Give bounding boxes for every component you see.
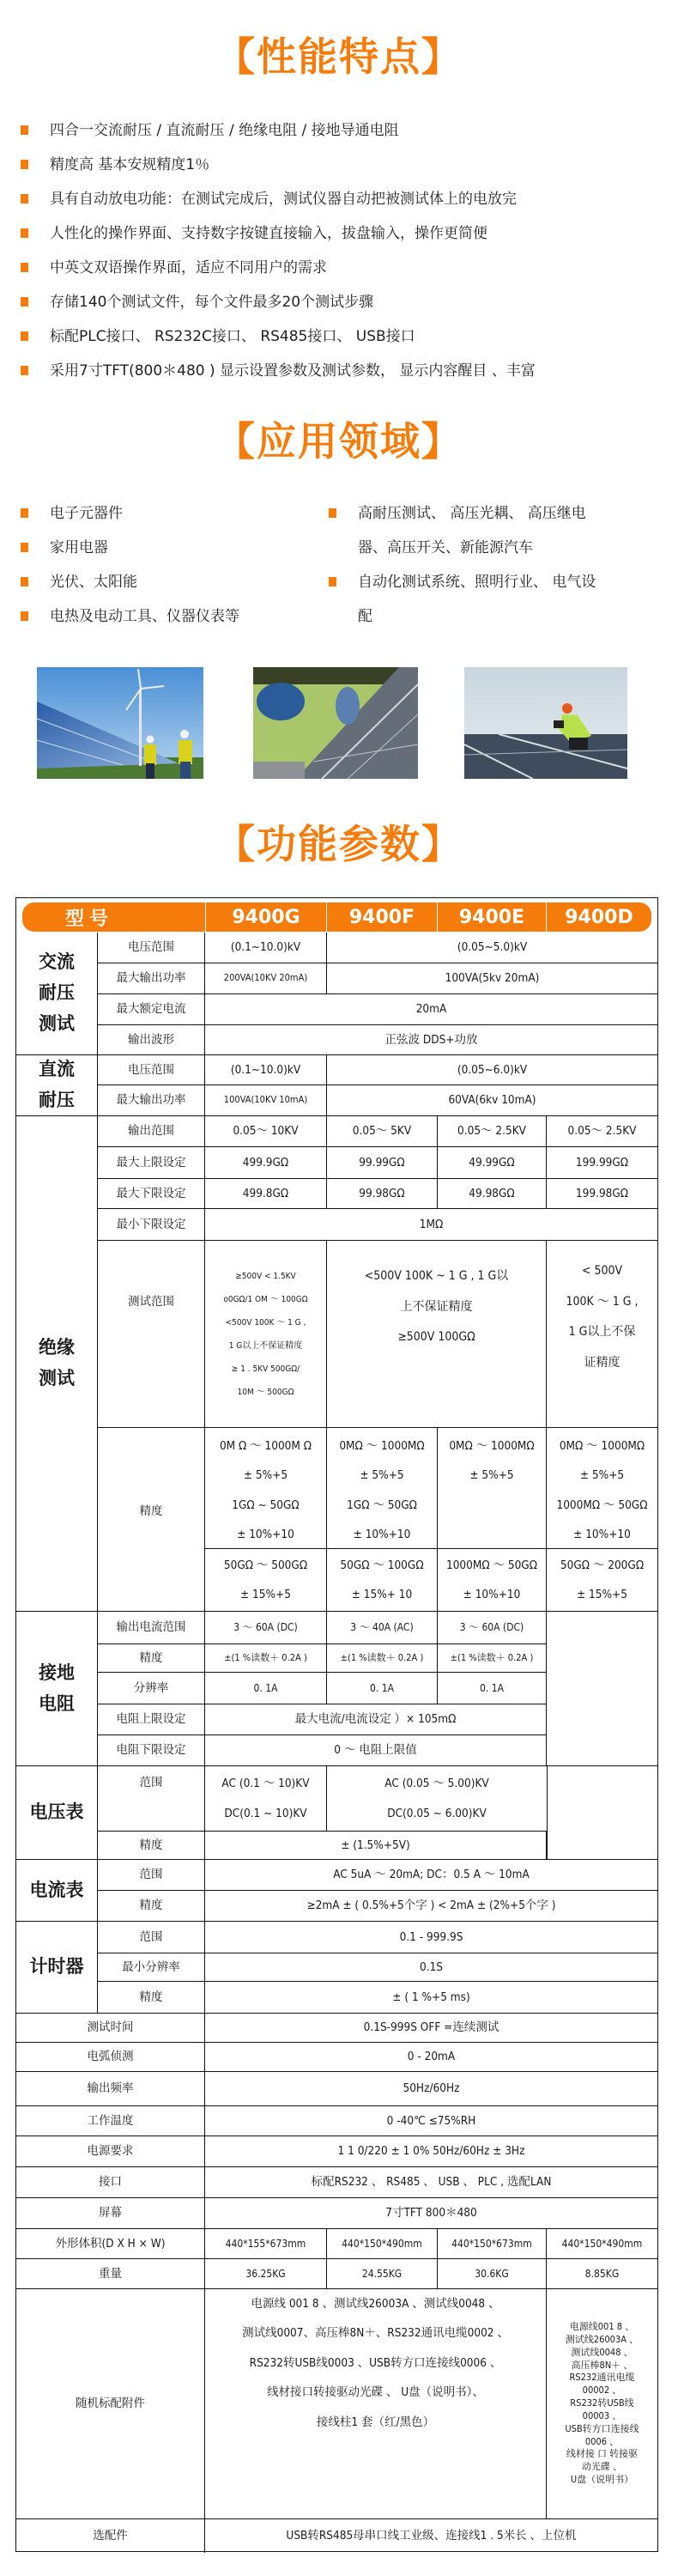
value-ir-min-lower: 1MΩ (205, 1209, 657, 1241)
feature-item: 采用7寸TFT(800＊480 ) 显示设置参数及测试参数， 显示内容醒目 、丰富 (17, 354, 536, 388)
label-general-4: 电源要求 (16, 2136, 205, 2167)
value-ir-max-lower-f: 99.98GΩ (327, 1179, 438, 1209)
value-ir-accuracy-upper-g-line: ± 5%+5 (243, 1468, 288, 1483)
value-ground-lower: 0 ～ 电阻上限值 (205, 1735, 547, 1766)
value-general-6: 7寸TFT 800＊480 (205, 2198, 657, 2229)
value-ground-current-range-g: 3 ～ 60A (DC) (205, 1612, 327, 1644)
value-optional: USB转RS485母串口线工业级、连接线1 . 5米长 、上位机 (286, 2529, 577, 2543)
value-ac-max-current: 20mA (205, 994, 657, 1025)
value-ground-current-range-e: 3 ～ 60A (DC) (438, 1612, 547, 1644)
value-accessories-d-line: U盘（说明书） (570, 2474, 634, 2486)
value-ir-accuracy-upper-g-line: ± 10%+10 (237, 1528, 294, 1542)
label-ground-accuracy: 精度 (98, 1644, 205, 1673)
group-ammeter-line: 电流表 (29, 1879, 84, 1900)
value-ir-test-range-g-line: ≥ 1 . 5KV 500GΩ/ (231, 1364, 300, 1374)
value-ac-voltage-range-g: (0.1~10.0)kV (205, 933, 327, 963)
value-ir-accuracy-lower-d-line: ± 15%+5 (577, 1588, 627, 1601)
group-ac-withstand-line: 测试 (39, 1012, 75, 1034)
value-dimensions-g: 440*155*673mm (205, 2229, 327, 2259)
photo-gloved-hands-solar-panel (253, 667, 418, 779)
feature-item: 精度高 基本安规精度1％ (17, 148, 536, 182)
value-ir-test-range-d-line: 证精度 (584, 1356, 620, 1370)
value-general-0: 0.1S-999S OFF =连续测试 (205, 2014, 657, 2043)
label-timer-resolution: 最小分辨率 (98, 1953, 205, 1982)
photo-solar-field-wind-turbine (37, 667, 203, 779)
bullet-square-icon (21, 508, 28, 518)
group-dc-withstand-line: 直流 (39, 1059, 75, 1080)
group-ammeter (16, 1860, 98, 1922)
header-model-9400e: 9400E (438, 902, 547, 932)
value-ir-accuracy-lower-d-line: 50GΩ ～ 200GΩ (560, 1558, 645, 1572)
label-ir-test-range: 测试范围 (98, 1241, 205, 1428)
value-ammeter-accuracy: ≥2mA ± ( 0.5%+5个字 ) < 2mA ± (2%+5个字 ) (205, 1891, 657, 1922)
value-ground-resolution-e: 0. 1A (438, 1673, 547, 1704)
value-accessories-gfe-line: 接线柱1 套（红/黑色） (316, 2415, 435, 2429)
bullet-square-icon (21, 194, 28, 204)
bullet-square-icon (21, 611, 28, 621)
bullet-square-icon (329, 577, 336, 586)
feature-item: 四合一交流耐压 / 直流耐压 / 绝缘电阻 / 接地导通电阻 (17, 113, 536, 148)
value-accessories-d-line: 00002 、 (582, 2385, 622, 2397)
value-accessories-d-line: 0006 、 (584, 2435, 620, 2447)
value-ir-accuracy-upper-d (547, 1428, 657, 1549)
value-voltmeter-range-g (205, 1766, 327, 1832)
label-dc-max-power: 最大输出功率 (98, 1085, 205, 1116)
value-accessories-d-line: 测试线26003A 、 (565, 2333, 639, 2345)
label-ac-waveform: 输出波形 (98, 1025, 205, 1055)
bullet-square-icon (21, 160, 28, 169)
value-ir-output-range-g: 0.05～ 10KV (205, 1116, 327, 1147)
group-ground-resistance-line: 电阻 (39, 1692, 75, 1714)
applications-right-list (325, 496, 596, 634)
label-dc-voltage-range: 电压范围 (98, 1055, 205, 1085)
group-ac-withstand-line: 交流 (39, 951, 75, 973)
feature-item: 人性化的操作界面、支持数字按键直接输入，拔盘输入，操作更简便 (17, 216, 536, 251)
bullet-square-icon (21, 331, 28, 341)
value-accessories-d-line: 动光碟 、 (581, 2461, 623, 2473)
value-ground-current-range-f: 3 ～ 40A (AC) (327, 1612, 438, 1644)
value-weight-g: 36.25KG (205, 2259, 327, 2289)
bullet-square-icon (329, 508, 336, 518)
header-model-9400g: 9400G (206, 902, 327, 932)
label-general-5: 接口 (16, 2167, 205, 2198)
label-ir-accuracy: 精度 (98, 1428, 205, 1612)
value-ir-max-upper-d: 199.99GΩ (547, 1147, 657, 1179)
value-ir-accuracy-lower-g-line: 50GΩ ～ 500GΩ (223, 1558, 308, 1572)
value-accessories-d-line: RS232转USB线 (570, 2397, 634, 2409)
value-accessories-d (547, 2289, 657, 2519)
value-ir-test-range-fe (327, 1241, 547, 1428)
label-timer-accuracy: 精度 (98, 1982, 205, 2014)
value-ir-accuracy-lower-f-line: ± 15%+ 10 (351, 1588, 413, 1601)
value-ir-test-range-g-line: 1 G以上不保证精度 (228, 1340, 303, 1351)
value-ground-resolution-g: 0. 1A (205, 1673, 327, 1704)
empty-voltmeter-9400d (547, 1766, 657, 1860)
value-ground-resolution-f: 0. 1A (327, 1673, 438, 1704)
value-timer-resolution: 0.1S (205, 1953, 657, 1982)
application-item: 家用电器 (17, 531, 239, 565)
bullet-square-icon (21, 366, 28, 375)
value-voltmeter-range-fe (327, 1766, 547, 1832)
value-ir-accuracy-lower-f (327, 1549, 438, 1612)
value-voltmeter-range-fe-line: AC (0.05 ～ 5.00)KV (384, 1777, 489, 1791)
value-ammeter-range: AC 5uA ～ 20mA; DC：0.5 A ～ 10mA (205, 1860, 657, 1891)
value-ir-test-range-d-line: 100K ～ 1 G , (566, 1294, 639, 1309)
value-ir-test-range-d (547, 1241, 657, 1428)
label-ac-max-current: 最大额定电流 (98, 994, 205, 1025)
header-model-label: 型号 (22, 902, 206, 932)
label-optional: 选配件 (16, 2519, 205, 2553)
value-ground-accuracy-g: ±(1 %读数＋ 0.2A ) (205, 1644, 327, 1673)
value-ir-accuracy-upper-f-line: ± 5%+5 (360, 1468, 404, 1483)
value-voltmeter-accuracy: ± (1.5%+5V) (205, 1832, 547, 1860)
label-dimensions: 外形体积(D X H × W) (16, 2229, 205, 2259)
application-item: 自动化测试系统、照明行业、 电气设 (325, 565, 596, 599)
value-timer-range: 0.1 - 999.9S (205, 1922, 657, 1953)
group-timer-line: 计时器 (29, 1956, 84, 1978)
value-accessories-gfe-line: 测试线0007、高压棒8N＋、RS232通讯电缆0002 、 (242, 2326, 509, 2341)
value-ir-test-range-g-line: o0GΩ/1 OM ～ 100GΩ (223, 1294, 308, 1304)
value-ir-test-range-fe-line: ≥500V 100GΩ (397, 1330, 475, 1345)
value-ir-accuracy-lower-e-line: ± 10%+10 (463, 1588, 521, 1601)
value-ir-max-upper-e: 49.99GΩ (438, 1147, 547, 1179)
photo-worker-inspecting-solar-roof (464, 667, 627, 779)
value-ir-accuracy-lower-d (547, 1549, 657, 1612)
group-ground-resistance-line: 接地 (39, 1662, 75, 1683)
application-item: 高耐压测试、 高压光耦、 高压继电 (325, 496, 596, 531)
value-timer-accuracy: ± ( 1 %+5 ms) (205, 1982, 657, 2014)
value-ir-test-range-fe-line: 上不保证精度 (400, 1299, 473, 1314)
value-accessories-d-line: USB转方口连接线 (565, 2422, 639, 2434)
value-ir-max-lower-d: 199.98GΩ (547, 1179, 657, 1209)
label-ground-upper: 电阻上限设定 (98, 1704, 205, 1735)
application-item: 光伏、太阳能 (17, 565, 239, 599)
value-ir-accuracy-upper-f-line: 0MΩ ～ 1000MΩ (339, 1439, 425, 1453)
value-accessories-d-line: 高压棒8N＋ 、 (571, 2359, 633, 2371)
value-ir-accuracy-upper-d-line: ± 10%+10 (573, 1528, 631, 1542)
label-ir-max-lower: 最大下限设定 (98, 1179, 205, 1209)
value-ac-max-power-g: 200VA(10KV 20mA) (205, 963, 327, 994)
value-dc-voltage-range-g: (0.1~10.0)kV (205, 1055, 327, 1085)
application-item-continued: 配 (358, 608, 372, 625)
feature-item: 标配PLC接口、 RS232C接口、 RS485接口、 USB接口 (17, 319, 536, 354)
label-ir-min-lower: 最小下限设定 (98, 1209, 205, 1241)
bullet-square-icon (21, 297, 28, 307)
value-ground-upper: 最大电流/电流设定 ）× 105mΩ (205, 1704, 547, 1735)
label-ammeter-range: 范围 (98, 1860, 205, 1891)
value-ir-max-lower-g: 499.8GΩ (205, 1179, 327, 1209)
applications-title: 【应用领域】 (215, 418, 463, 465)
value-ir-accuracy-lower-e-line: 1000MΩ ～ 50GΩ (445, 1558, 538, 1572)
value-dc-max-power-g: 100VA(10KV 10mA) (205, 1085, 327, 1116)
features-list (17, 113, 536, 388)
features-title: 【性能特点】 (215, 33, 463, 80)
label-general-0: 测试时间 (16, 2014, 205, 2043)
value-general-2: 50Hz/60Hz (205, 2072, 657, 2106)
group-ac-withstand (16, 933, 98, 1055)
value-voltmeter-range-g-line: AC (0.1 ～ 10)KV (221, 1777, 310, 1791)
value-accessories-d-line: RS232通讯电缆 (569, 2372, 635, 2384)
group-timer (16, 1922, 98, 2014)
value-ir-accuracy-upper-e-line: 0MΩ ～ 1000MΩ (449, 1439, 535, 1453)
value-general-3: 0 -40℃ ≤75%RH (205, 2106, 657, 2136)
value-ir-accuracy-upper-g-line: 1GΩ ~ 50GΩ (232, 1498, 300, 1512)
value-ir-output-range-e: 0.05～ 2.5KV (438, 1116, 547, 1147)
applications-left-list (17, 496, 239, 634)
feature-item: 存储140个测试文件，每个文件最多20个测试步骤 (17, 285, 536, 319)
group-voltmeter-line: 电压表 (29, 1801, 84, 1823)
group-insulation-line: 测试 (39, 1368, 75, 1388)
application-item: 电子元器件 (17, 496, 239, 531)
label-voltmeter-range: 范围 (98, 1766, 205, 1832)
value-accessories-gfe-line: 电源线 001 8 、测试线26003A 、测试线0048 、 (251, 2297, 500, 2311)
value-ac-voltage-range-fed: (0.05~5.0)kV (327, 933, 657, 963)
value-ir-max-lower-e: 49.98GΩ (438, 1179, 547, 1209)
label-accessories: 随机标配附件 (16, 2289, 205, 2519)
value-ir-accuracy-upper-f-line: 1GΩ ～ 50GΩ (347, 1498, 417, 1512)
label-ground-lower: 电阻下限设定 (98, 1735, 205, 1766)
bullet-square-icon (21, 125, 28, 135)
value-general-4: 1 1 0/220 ± 1 0% 50Hz/60Hz ± 3Hz (205, 2136, 657, 2167)
bullet-square-icon (21, 543, 28, 552)
label-ir-output-range: 输出范围 (98, 1116, 205, 1147)
label-weight: 重量 (16, 2259, 205, 2289)
value-ir-accuracy-upper-e-line: ± 5%+5 (469, 1468, 514, 1483)
value-ir-output-range-f: 0.05～ 5KV (327, 1116, 438, 1147)
value-accessories-gfe-line: 线材接口转接驱动光碟 、 U盘（说明书）、 (267, 2385, 484, 2400)
value-general-1: 0 - 20mA (205, 2043, 657, 2072)
value-ground-accuracy-f: ±(1 %读数＋ 0.2A ) (327, 1644, 438, 1673)
value-dimensions-d: 440*150*490mm (547, 2229, 657, 2259)
value-ir-test-range-fe-line: <500V 100K ~ 1 G , 1 G以 (364, 1269, 509, 1283)
value-ir-max-upper-g: 499.9GΩ (205, 1147, 327, 1179)
value-weight-d: 8.85KG (547, 2259, 657, 2289)
group-ac-withstand-line: 耐压 (39, 982, 75, 1004)
label-timer-range: 范围 (98, 1922, 205, 1953)
label-ac-voltage-range: 电压范围 (98, 933, 205, 963)
label-ground-resolution: 分辨率 (98, 1673, 205, 1704)
value-weight-e: 30.6KG (438, 2259, 547, 2289)
value-ir-accuracy-lower-f-line: 50GΩ ～ 100GΩ (340, 1558, 424, 1572)
empty-ground-9400d (547, 1612, 657, 1766)
value-ir-test-range-g-line: 10M ～ 500GΩ (237, 1387, 294, 1397)
group-dc-withstand (16, 1055, 98, 1116)
value-ir-accuracy-upper-d-line: 1000MΩ ～ 50GΩ (556, 1498, 648, 1512)
value-ir-test-range-d-line: < 500V (581, 1264, 623, 1278)
value-ir-accuracy-lower-e (438, 1549, 547, 1612)
value-ac-waveform: 正弦波 DDS+功放 (205, 1025, 657, 1055)
value-ir-max-upper-f: 99.99GΩ (327, 1147, 438, 1179)
header-model-9400f: 9400F (327, 902, 438, 932)
value-ir-accuracy-lower-g-line: ± 15%+5 (240, 1588, 291, 1601)
value-ir-accuracy-upper-f (327, 1428, 438, 1549)
bullet-square-icon (21, 577, 28, 586)
value-ir-accuracy-upper-g-line: 0M Ω ～ 1000M Ω (219, 1439, 312, 1453)
label-ir-max-upper: 最大上限设定 (98, 1147, 205, 1179)
value-ir-accuracy-upper-g (205, 1428, 327, 1549)
value-dimensions-e: 440*150*673mm (438, 2229, 547, 2259)
value-ir-test-range-d-line: 1 G以上不保 (568, 1325, 636, 1340)
label-general-2: 输出频率 (16, 2072, 205, 2106)
value-ir-test-range-g-line: ≥500V < 1.5KV (235, 1271, 296, 1281)
group-ground-resistance (16, 1612, 98, 1766)
value-ir-accuracy-upper-e (438, 1428, 547, 1549)
specs-title: 【功能参数】 (215, 821, 463, 867)
spec-table (15, 897, 658, 2552)
value-ir-output-range-d: 0.05～ 2.5KV (547, 1116, 657, 1147)
group-insulation (16, 1116, 98, 1612)
value-ir-test-range-g-line: <500V 100K ～ 1 G , (225, 1317, 306, 1327)
value-dc-max-power-fed: 60VA(6kv 10mA) (327, 1085, 657, 1116)
bullet-square-icon (21, 263, 28, 272)
label-general-3: 工作温度 (16, 2106, 205, 2136)
value-ground-accuracy-e: ±(1 %读数＋ 0.2A ) (438, 1644, 547, 1673)
feature-item: 具有自动放电功能：在测试完成后，测试仪器自动把被测试体上的电放完 (17, 182, 536, 216)
label-general-1: 电弧侦测 (16, 2043, 205, 2072)
feature-item: 中英文双语操作界面，适应不同用户的需求 (17, 251, 536, 285)
value-voltmeter-range-fe-line: DC(0.05 ~ 6.00)KV (387, 1806, 487, 1820)
value-ir-test-range-g (205, 1241, 327, 1428)
value-accessories-d-line: 00003 、 (582, 2409, 622, 2421)
label-general-6: 屏幕 (16, 2198, 205, 2229)
header-model-9400d: 9400D (547, 902, 651, 932)
label-ground-current-range: 输出电流范围 (98, 1612, 205, 1644)
value-accessories-gfe-line: RS232转USB线0003 、USB转方口连接线0006 、 (249, 2355, 502, 2370)
value-weight-f: 24.55KG (327, 2259, 438, 2289)
application-item-continued: 器、高压开关、新能源汽车 (358, 539, 533, 556)
value-voltmeter-range-g-line: DC(0.1 ~ 10)KV (224, 1806, 307, 1820)
value-dc-voltage-range-fed: (0.05~6.0)kV (327, 1055, 657, 1085)
value-ir-accuracy-upper-d-line: ± 5%+5 (579, 1468, 625, 1483)
value-accessories-d-line: 线材接 口 转接驱 (566, 2448, 639, 2460)
value-ir-accuracy-upper-d-line: 0MΩ ～ 1000MΩ (559, 1439, 645, 1453)
group-insulation-line: 绝缘 (39, 1337, 75, 1358)
value-accessories-d-line: 电源线001 8 、 (569, 2321, 635, 2333)
application-item: 电热及电动工具、仪器仪表等 (17, 599, 239, 634)
value-ac-max-power-fed: 100VA(5kv 20mA) (327, 963, 657, 994)
group-voltmeter (16, 1766, 98, 1860)
value-ir-accuracy-lower-g (205, 1549, 327, 1612)
label-ammeter-accuracy: 精度 (98, 1891, 205, 1922)
bullet-square-icon (21, 228, 28, 238)
value-accessories-gfe (205, 2289, 547, 2519)
group-dc-withstand-line: 耐压 (39, 1090, 75, 1110)
value-general-5: 标配RS232 、 RS485 、 USB 、 PLC , 选配LAN (205, 2167, 657, 2198)
label-ac-max-power: 最大输出功率 (98, 963, 205, 994)
value-accessories-d-line: 测试线0048 、 (571, 2346, 633, 2358)
value-dimensions-f: 440*150*490mm (327, 2229, 438, 2259)
value-ir-accuracy-upper-f-line: ± 10%+10 (353, 1528, 411, 1542)
label-voltmeter-accuracy: 精度 (98, 1832, 205, 1860)
